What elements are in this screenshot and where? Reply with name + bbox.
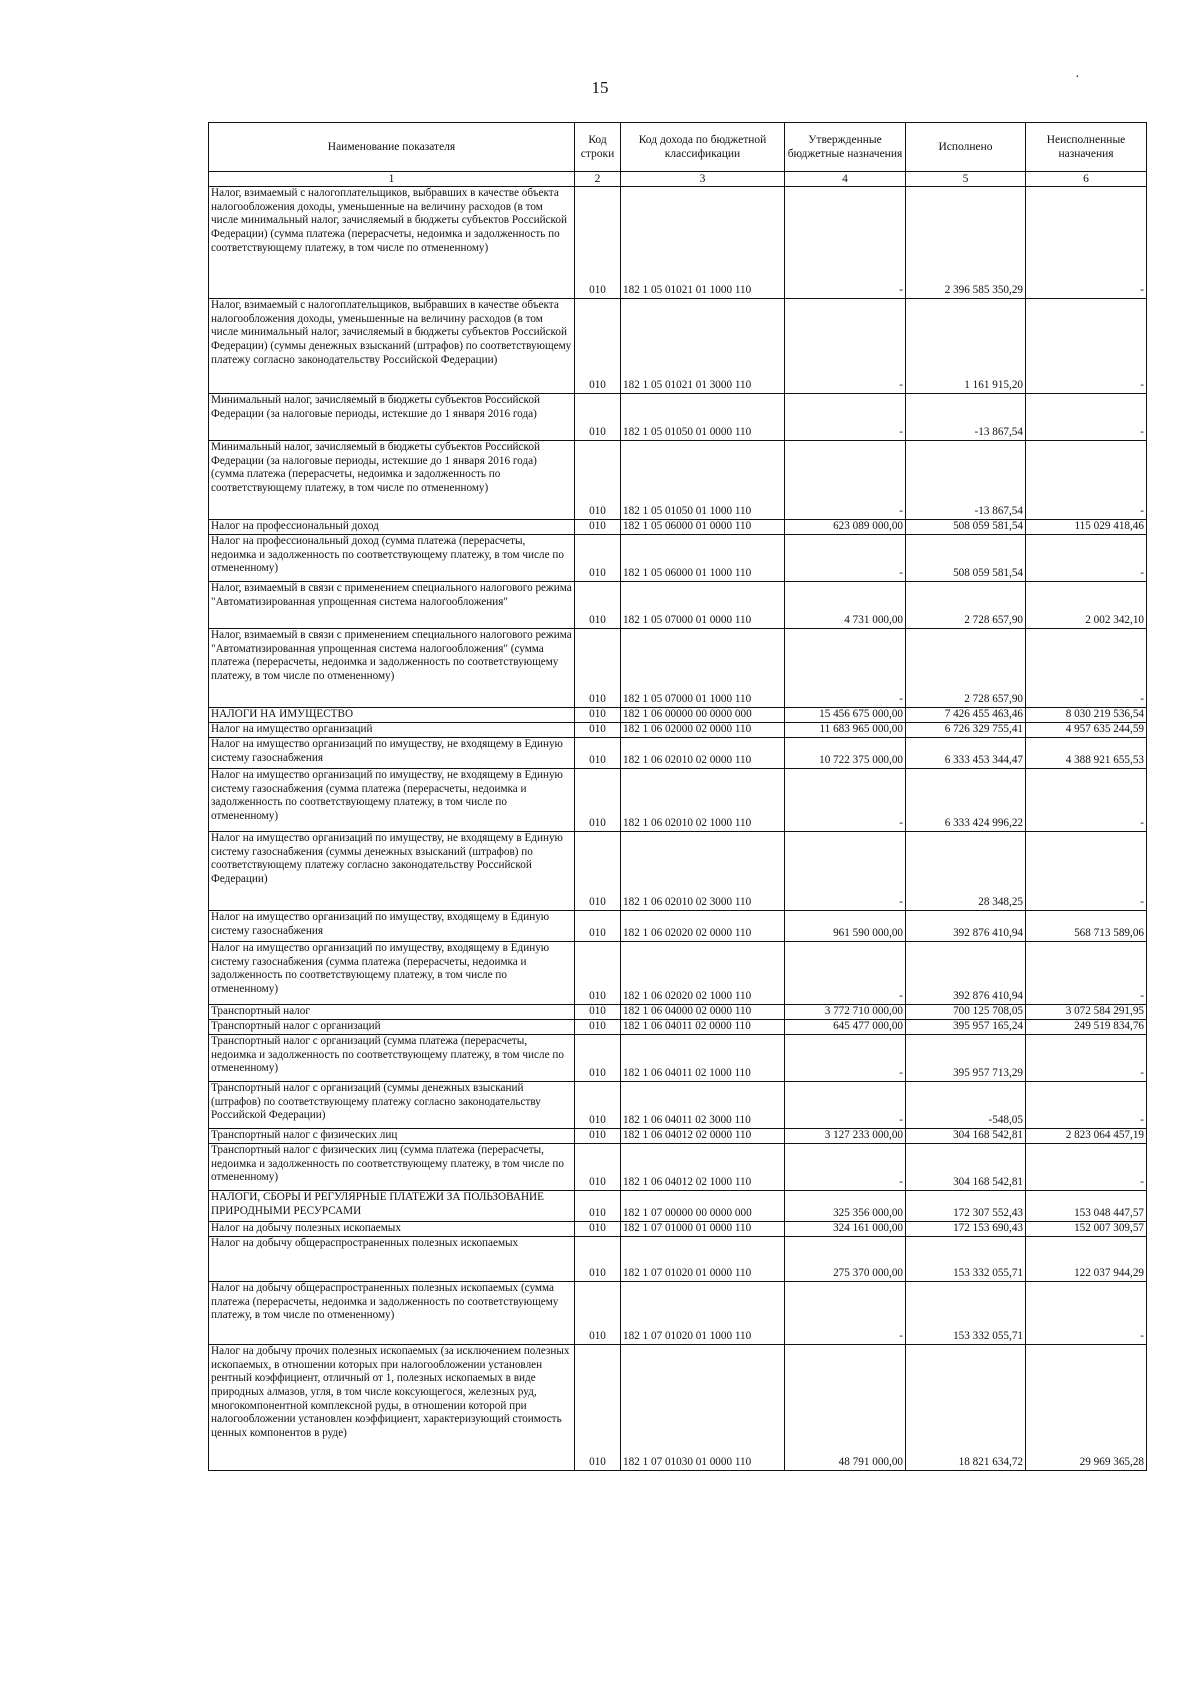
- table-row: [209, 1237, 1147, 1282]
- table-row: [209, 535, 1147, 582]
- row-executed: 508 059 581,54: [906, 520, 1026, 535]
- row-name: Налог на профессиональный доход: [209, 520, 575, 535]
- row-executed: 6 726 329 755,41: [906, 723, 1026, 738]
- row-budget-code: 182 1 07 01020 01 1000 110: [621, 1282, 785, 1345]
- row-unexecuted: 152 007 309,57: [1026, 1222, 1147, 1237]
- row-line-code: 010: [575, 1345, 621, 1471]
- row-line-code: 010: [575, 629, 621, 708]
- row-unexecuted: -: [1026, 1035, 1147, 1082]
- row-unexecuted: -: [1026, 629, 1147, 708]
- row-line-code: 010: [575, 1082, 621, 1129]
- row-executed: 392 876 410,94: [906, 911, 1026, 942]
- row-approved: 325 356 000,00: [785, 1191, 906, 1222]
- row-name: НАЛОГИ НА ИМУЩЕСТВО: [209, 708, 575, 723]
- row-name: Налог на профессиональный доход (сумма платежа (перерасчеты, недоимка и задолженность по соответствующему платежу, в том числе по отмененному): [209, 535, 575, 582]
- column-number: 4: [785, 172, 906, 187]
- row-name: Транспортный налог с организаций (сумма платежа (перерасчеты, недоимка и задолженность по соответствующему платежу, в том числе по отмененному): [209, 1035, 575, 1082]
- column-number: 5: [906, 172, 1026, 187]
- row-budget-code: 182 1 06 02010 02 3000 110: [621, 832, 785, 911]
- row-unexecuted: 3 072 584 291,95: [1026, 1005, 1147, 1020]
- row-approved: -: [785, 187, 906, 299]
- row-name: Налог, взимаемый с налогоплательщиков, выбравших в качестве объекта налогообложения доходы, уменьшенные на величину расходов (в том числе минимальный налог, зачисляемый в бюджеты субъектов Российской Федерации) (сумма платежа (перерасчеты, недоимка и задолженность по соответствующему платежу, в том числе по отмененному): [209, 187, 575, 299]
- row-budget-code: 182 1 05 01021 01 1000 110: [621, 187, 785, 299]
- row-approved: 11 683 965 000,00: [785, 723, 906, 738]
- header-unexecuted: Неисполненные назначения: [1026, 123, 1147, 172]
- table-row: [209, 1035, 1147, 1082]
- row-line-code: 010: [575, 535, 621, 582]
- row-budget-code: 182 1 05 01050 01 1000 110: [621, 441, 785, 520]
- row-budget-code: 182 1 06 02020 02 1000 110: [621, 942, 785, 1005]
- row-line-code: 010: [575, 1005, 621, 1020]
- table-row: [209, 1082, 1147, 1129]
- row-budget-code: 182 1 06 04012 02 0000 110: [621, 1129, 785, 1144]
- table-row: [209, 299, 1147, 394]
- table-row: [209, 394, 1147, 441]
- row-executed: 28 348,25: [906, 832, 1026, 911]
- row-executed: 2 728 657,90: [906, 629, 1026, 708]
- row-name: Налог на имущество организаций по имуществу, входящему в Единую систему газоснабжения: [209, 911, 575, 942]
- row-unexecuted: -: [1026, 832, 1147, 911]
- row-approved: -: [785, 832, 906, 911]
- row-approved: -: [785, 535, 906, 582]
- row-executed: 18 821 634,72: [906, 1345, 1026, 1471]
- row-unexecuted: -: [1026, 1282, 1147, 1345]
- table-row: [209, 708, 1147, 723]
- row-unexecuted: 249 519 834,76: [1026, 1020, 1147, 1035]
- row-executed: 2 728 657,90: [906, 582, 1026, 629]
- row-approved: -: [785, 1144, 906, 1191]
- row-budget-code: 182 1 05 07000 01 1000 110: [621, 629, 785, 708]
- row-line-code: 010: [575, 1222, 621, 1237]
- header-executed: Исполнено: [906, 123, 1026, 172]
- row-executed: 508 059 581,54: [906, 535, 1026, 582]
- table-row: [209, 911, 1147, 942]
- row-name: Транспортный налог с организаций: [209, 1020, 575, 1035]
- row-approved: -: [785, 1082, 906, 1129]
- header-line-code: Код строки: [575, 123, 621, 172]
- row-approved: 15 456 675 000,00: [785, 708, 906, 723]
- table-row: [209, 582, 1147, 629]
- table-row: [209, 769, 1147, 832]
- row-executed: 395 957 165,24: [906, 1020, 1026, 1035]
- row-name: Транспортный налог с физических лиц (сумма платежа (перерасчеты, недоимка и задолженность по соответствующему платежу, в том числе по отмененному): [209, 1144, 575, 1191]
- row-budget-code: 182 1 05 07000 01 0000 110: [621, 582, 785, 629]
- table-row: [209, 441, 1147, 520]
- table-row: [209, 1144, 1147, 1191]
- table-header-row: [209, 123, 1147, 172]
- row-approved: 275 370 000,00: [785, 1237, 906, 1282]
- row-budget-code: 182 1 06 02010 02 1000 110: [621, 769, 785, 832]
- row-approved: 3 772 710 000,00: [785, 1005, 906, 1020]
- row-approved: 324 161 000,00: [785, 1222, 906, 1237]
- row-unexecuted: -: [1026, 299, 1147, 394]
- row-budget-code: 182 1 06 04011 02 1000 110: [621, 1035, 785, 1082]
- row-budget-code: 182 1 05 06000 01 0000 110: [621, 520, 785, 535]
- row-budget-code: 182 1 06 04011 02 3000 110: [621, 1082, 785, 1129]
- row-line-code: 010: [575, 769, 621, 832]
- table-row: [209, 723, 1147, 738]
- row-line-code: 010: [575, 582, 621, 629]
- row-line-code: 010: [575, 1237, 621, 1282]
- row-line-code: 010: [575, 708, 621, 723]
- row-unexecuted: -: [1026, 535, 1147, 582]
- row-approved: -: [785, 394, 906, 441]
- column-number: 6: [1026, 172, 1147, 187]
- row-executed: 6 333 453 344,47: [906, 738, 1026, 769]
- table-row: [209, 1129, 1147, 1144]
- column-number: 2: [575, 172, 621, 187]
- row-line-code: 010: [575, 942, 621, 1005]
- row-executed: 1 161 915,20: [906, 299, 1026, 394]
- row-unexecuted: 8 030 219 536,54: [1026, 708, 1147, 723]
- row-approved: -: [785, 441, 906, 520]
- row-budget-code: 182 1 06 00000 00 0000 000: [621, 708, 785, 723]
- row-unexecuted: -: [1026, 441, 1147, 520]
- row-approved: -: [785, 629, 906, 708]
- row-line-code: 010: [575, 911, 621, 942]
- row-approved: -: [785, 1035, 906, 1082]
- row-unexecuted: 4 388 921 655,53: [1026, 738, 1147, 769]
- row-line-code: 010: [575, 441, 621, 520]
- row-executed: 7 426 455 463,46: [906, 708, 1026, 723]
- row-approved: -: [785, 942, 906, 1005]
- row-budget-code: 182 1 07 00000 00 0000 000: [621, 1191, 785, 1222]
- page-number: 15: [591, 78, 609, 97]
- row-unexecuted: 2 823 064 457,19: [1026, 1129, 1147, 1144]
- row-executed: 172 153 690,43: [906, 1222, 1026, 1237]
- row-unexecuted: 4 957 635 244,59: [1026, 723, 1147, 738]
- table-row: [209, 520, 1147, 535]
- row-approved: 623 089 000,00: [785, 520, 906, 535]
- header-name: Наименование показателя: [209, 123, 575, 172]
- row-budget-code: 182 1 06 02010 02 0000 110: [621, 738, 785, 769]
- table-row: [209, 1345, 1147, 1471]
- row-executed: 153 332 055,71: [906, 1237, 1026, 1282]
- row-unexecuted: -: [1026, 394, 1147, 441]
- row-budget-code: 182 1 05 06000 01 1000 110: [621, 535, 785, 582]
- header-budget-code: Код дохода по бюджетной классификации: [621, 123, 785, 172]
- row-approved: 3 127 233 000,00: [785, 1129, 906, 1144]
- row-budget-code: 182 1 06 02000 02 0000 110: [621, 723, 785, 738]
- row-budget-code: 182 1 05 01021 01 3000 110: [621, 299, 785, 394]
- row-name: Налог на добычу прочих полезных ископаемых (за исключением полезных ископаемых, в отношении которых при налогообложении установлен рентный коэффициент, отличный от 1, полезных ископаемых в виде природных алмазов, угля, в том числе коксующегося, железных руд, многокомпонентной комплексной руды, в отношении которой при налогообложении установлен коэффициент, характеризующий стоимость ценных компонентов в руде): [209, 1345, 575, 1471]
- row-name: Транспортный налог с организаций (суммы денежных взысканий (штрафов) по соответствующему платежу согласно законодательству Российской Федерации): [209, 1082, 575, 1129]
- table-row: [209, 1191, 1147, 1222]
- table-row: [209, 1020, 1147, 1035]
- row-name: Налог на имущество организаций: [209, 723, 575, 738]
- row-executed: -13 867,54: [906, 441, 1026, 520]
- row-line-code: 010: [575, 520, 621, 535]
- row-unexecuted: -: [1026, 942, 1147, 1005]
- row-line-code: 010: [575, 1020, 621, 1035]
- row-name: Налог на имущество организаций по имуществу, не входящему в Единую систему газоснабжения (сумма платежа (перерасчеты, недоимка и задолженность по соответствующему платежу, в том числе по отмененному): [209, 769, 575, 832]
- row-unexecuted: 2 002 342,10: [1026, 582, 1147, 629]
- row-line-code: 010: [575, 1129, 621, 1144]
- table-row: [209, 738, 1147, 769]
- row-name: Налог на имущество организаций по имуществу, не входящему в Единую систему газоснабжения (суммы денежных взысканий (штрафов) по соответствующему платежу согласно законодательству Российской Федерации): [209, 832, 575, 911]
- row-budget-code: 182 1 07 01020 01 0000 110: [621, 1237, 785, 1282]
- row-name: Налог на добычу общераспространенных полезных ископаемых (сумма платежа (перерасчеты, недоимка и задолженность по соответствующему платежу, в том числе по отмененному): [209, 1282, 575, 1345]
- row-name: Налог на добычу общераспространенных полезных ископаемых: [209, 1237, 575, 1282]
- row-budget-code: 182 1 06 04000 02 0000 110: [621, 1005, 785, 1020]
- row-line-code: 010: [575, 1035, 621, 1082]
- row-name: Минимальный налог, зачисляемый в бюджеты субъектов Российской Федерации (за налоговые периоды, истекшие до 1 января 2016 года) (сумма платежа (перерасчеты, недоимка и задолженность по соответствующему платежу, в том числе по отмененному): [209, 441, 575, 520]
- row-budget-code: 182 1 06 04011 02 0000 110: [621, 1020, 785, 1035]
- budget-execution-table: [208, 122, 1147, 1471]
- row-executed: 172 307 552,43: [906, 1191, 1026, 1222]
- row-executed: 700 125 708,05: [906, 1005, 1026, 1020]
- row-executed: 304 168 542,81: [906, 1144, 1026, 1191]
- row-name: Минимальный налог, зачисляемый в бюджеты субъектов Российской Федерации (за налоговые периоды, истекшие до 1 января 2016 года): [209, 394, 575, 441]
- row-line-code: 010: [575, 394, 621, 441]
- table-row: [209, 832, 1147, 911]
- row-line-code: 010: [575, 832, 621, 911]
- row-approved: 645 477 000,00: [785, 1020, 906, 1035]
- row-budget-code: 182 1 07 01000 01 0000 110: [621, 1222, 785, 1237]
- row-name: Налог, взимаемый в связи с применением специального налогового режима "Автоматизированная упрощенная система налогообложения" (сумма платежа (перерасчеты, недоимка и задолженность по соответствующему платежу, в том числе по отмененному): [209, 629, 575, 708]
- row-approved: 48 791 000,00: [785, 1345, 906, 1471]
- row-executed: 6 333 424 996,22: [906, 769, 1026, 832]
- table-row: [209, 1005, 1147, 1020]
- row-line-code: 010: [575, 299, 621, 394]
- row-executed: 304 168 542,81: [906, 1129, 1026, 1144]
- row-executed: -13 867,54: [906, 394, 1026, 441]
- row-approved: 4 731 000,00: [785, 582, 906, 629]
- row-unexecuted: 153 048 447,57: [1026, 1191, 1147, 1222]
- row-approved: -: [785, 769, 906, 832]
- row-executed: -548,05: [906, 1082, 1026, 1129]
- row-unexecuted: -: [1026, 1144, 1147, 1191]
- row-name: Налог на имущество организаций по имуществу, входящему в Единую систему газоснабжения (сумма платежа (перерасчеты, недоимка и задолженность по соответствующему платежу, в том числе по отмененному): [209, 942, 575, 1005]
- row-executed: 392 876 410,94: [906, 942, 1026, 1005]
- row-unexecuted: -: [1026, 769, 1147, 832]
- row-name: НАЛОГИ, СБОРЫ И РЕГУЛЯРНЫЕ ПЛАТЕЖИ ЗА ПОЛЬЗОВАНИЕ ПРИРОДНЫМИ РЕСУРСАМИ: [209, 1191, 575, 1222]
- row-line-code: 010: [575, 1191, 621, 1222]
- row-line-code: 010: [575, 738, 621, 769]
- row-budget-code: 182 1 05 01050 01 0000 110: [621, 394, 785, 441]
- row-unexecuted: -: [1026, 187, 1147, 299]
- row-name: Транспортный налог: [209, 1005, 575, 1020]
- row-executed: 395 957 713,29: [906, 1035, 1026, 1082]
- row-line-code: 010: [575, 1144, 621, 1191]
- row-budget-code: 182 1 06 04012 02 1000 110: [621, 1144, 785, 1191]
- row-approved: -: [785, 1282, 906, 1345]
- row-line-code: 010: [575, 723, 621, 738]
- column-number: 1: [209, 172, 575, 187]
- row-unexecuted: -: [1026, 1082, 1147, 1129]
- column-number: 3: [621, 172, 785, 187]
- table-row: [209, 187, 1147, 299]
- table-row: [209, 1222, 1147, 1237]
- scan-mark: ·: [1075, 70, 1080, 85]
- row-budget-code: 182 1 06 02020 02 0000 110: [621, 911, 785, 942]
- row-unexecuted: 115 029 418,46: [1026, 520, 1147, 535]
- row-unexecuted: 568 713 589,06: [1026, 911, 1147, 942]
- row-line-code: 010: [575, 187, 621, 299]
- row-executed: 153 332 055,71: [906, 1282, 1026, 1345]
- row-name: Налог на имущество организаций по имуществу, не входящему в Единую систему газоснабжения: [209, 738, 575, 769]
- table-column-number-row: [209, 172, 1147, 187]
- row-name: Транспортный налог с физических лиц: [209, 1129, 575, 1144]
- table-row: [209, 629, 1147, 708]
- row-name: Налог на добычу полезных ископаемых: [209, 1222, 575, 1237]
- header-approved: Утвержденные бюджетные назначения: [785, 123, 906, 172]
- table-body: [209, 187, 1147, 1471]
- table-row: [209, 1282, 1147, 1345]
- row-name: Налог, взимаемый с налогоплательщиков, выбравших в качестве объекта налогообложения доходы, уменьшенные на величину расходов (в том числе минимальный налог, зачисляемый в бюджеты субъектов Российской Федерации) (суммы денежных взысканий (штрафов) по соответствующему платежу согласно законодательству Российской Федерации): [209, 299, 575, 394]
- row-approved: -: [785, 299, 906, 394]
- table-row: [209, 942, 1147, 1005]
- row-unexecuted: 29 969 365,28: [1026, 1345, 1147, 1471]
- row-name: Налог, взимаемый в связи с применением специального налогового режима "Автоматизированная упрощенная система налогообложения": [209, 582, 575, 629]
- row-budget-code: 182 1 07 01030 01 0000 110: [621, 1345, 785, 1471]
- row-unexecuted: 122 037 944,29: [1026, 1237, 1147, 1282]
- row-line-code: 010: [575, 1282, 621, 1345]
- row-approved: 961 590 000,00: [785, 911, 906, 942]
- row-executed: 2 396 585 350,29: [906, 187, 1026, 299]
- row-approved: 10 722 375 000,00: [785, 738, 906, 769]
